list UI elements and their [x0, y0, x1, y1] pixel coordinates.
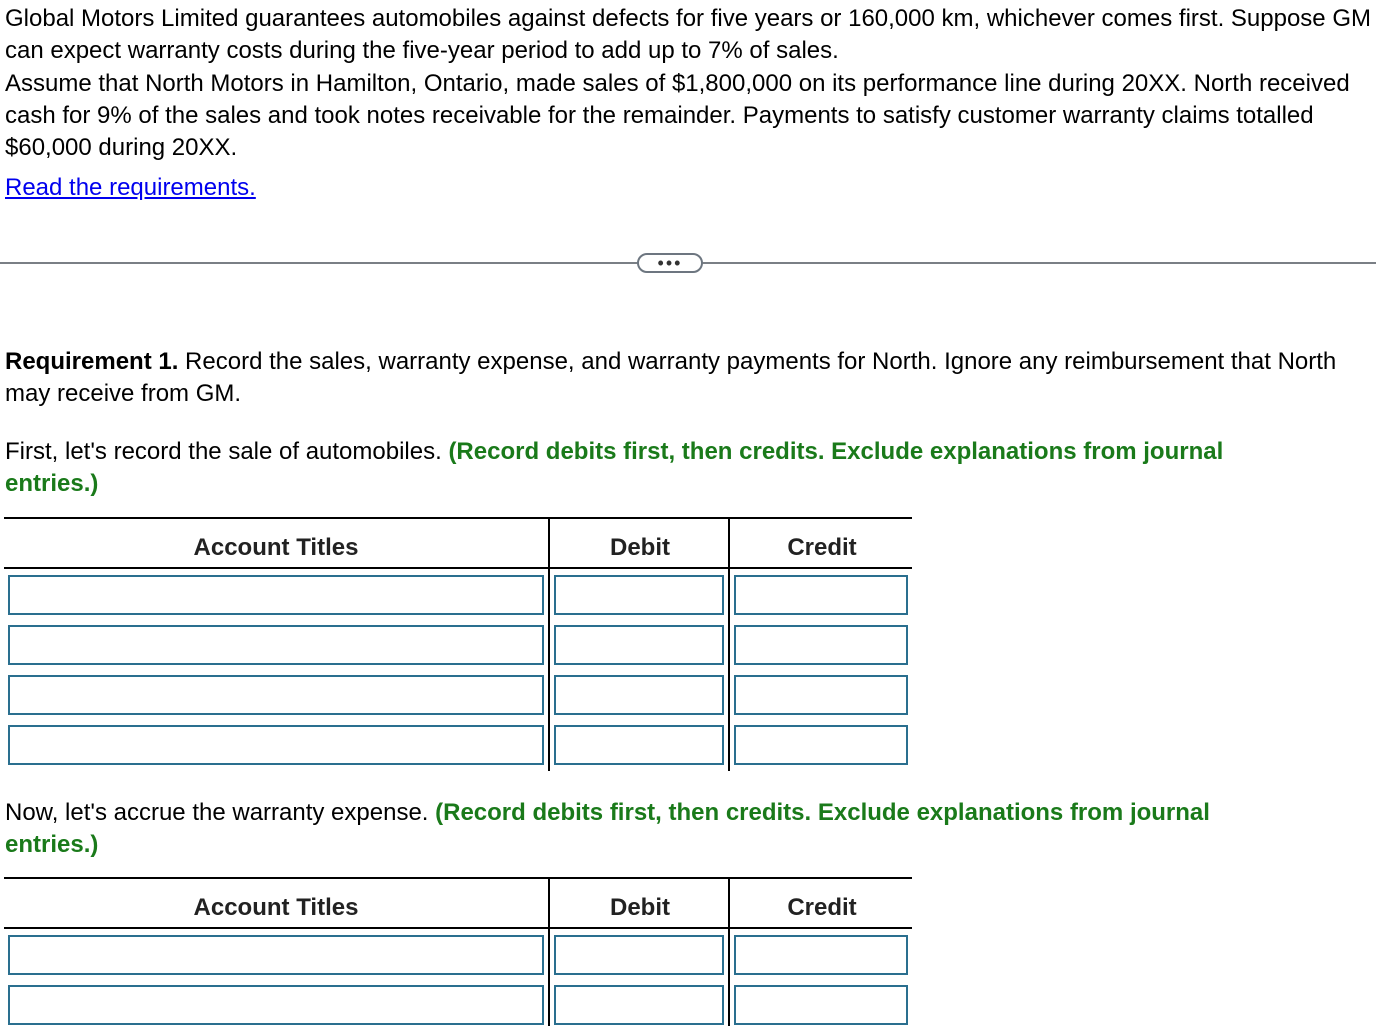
account-title-input[interactable]: [8, 575, 544, 615]
problem-paragraph-1: Global Motors Limited guarantees automobiles against defects for five years or 160,000 km, whichever comes first. Suppose GM can expect warranty costs during the five-year period to add up to 7% of sales.: [5, 5, 1371, 65]
journal-row: [4, 929, 912, 979]
journal-header: [4, 517, 912, 569]
journal-header: [4, 877, 912, 929]
credit-input[interactable]: [734, 575, 908, 615]
read-requirements-link[interactable]: Read the requirements.: [5, 174, 256, 201]
account-titles-header: Account Titles: [193, 534, 359, 561]
journal-row: [4, 719, 912, 769]
sale-instruction: [5, 436, 1305, 501]
account-title-input[interactable]: [8, 985, 544, 1025]
problem-statement: [5, 3, 1373, 164]
credit-header: Credit: [787, 894, 857, 921]
debit-input[interactable]: [554, 985, 724, 1025]
credit-input[interactable]: [734, 725, 908, 765]
warranty-instruction-hint: (Record debits first, then credits. Exclude explanations from journal entries.): [5, 799, 1210, 859]
debit-header: Debit: [610, 534, 670, 561]
debit-input[interactable]: [554, 725, 724, 765]
account-title-input[interactable]: [8, 725, 544, 765]
sale-instruction-text: First, let's record the sale of automobiles.: [5, 438, 449, 465]
account-title-input[interactable]: [8, 935, 544, 975]
warranty-instruction: [5, 797, 1305, 862]
requirement-1-text: Record the sales, warranty expense, and warranty payments for North. Ignore any reimbursement that North may receive from GM.: [5, 348, 1337, 408]
debit-input[interactable]: [554, 575, 724, 615]
debit-input[interactable]: [554, 675, 724, 715]
credit-input[interactable]: [734, 985, 908, 1025]
debit-input[interactable]: [554, 625, 724, 665]
credit-header: Credit: [787, 534, 857, 561]
debit-header: Debit: [610, 894, 670, 921]
requirement-1: [5, 346, 1376, 411]
journal-row: [4, 979, 912, 1026]
journal-row: [4, 569, 912, 619]
requirement-1-label: Requirement 1.: [5, 348, 179, 375]
account-title-input[interactable]: [8, 625, 544, 665]
warranty-journal-table: [4, 877, 912, 1026]
journal-row: [4, 669, 912, 719]
account-titles-header: Account Titles: [193, 894, 359, 921]
debit-input[interactable]: [554, 935, 724, 975]
warranty-instruction-text: Now, let's accrue the warranty expense.: [5, 799, 436, 826]
credit-input[interactable]: [734, 675, 908, 715]
sale-instruction-hint: (Record debits first, then credits. Exclude explanations from journal entries.): [5, 438, 1224, 498]
problem-paragraph-2: Assume that North Motors in Hamilton, Ontario, made sales of $1,800,000 on its performance line during 20XX. North received cash for 9% of the sales and took notes receivable for the remainder. Payments to satisfy customer warranty claims totalled $60,000 during 20XX.: [5, 69, 1350, 162]
expand-more-button[interactable]: •••: [637, 253, 703, 273]
journal-row: [4, 619, 912, 669]
credit-input[interactable]: [734, 935, 908, 975]
sale-journal-table: [4, 517, 912, 769]
credit-input[interactable]: [734, 625, 908, 665]
account-title-input[interactable]: [8, 675, 544, 715]
